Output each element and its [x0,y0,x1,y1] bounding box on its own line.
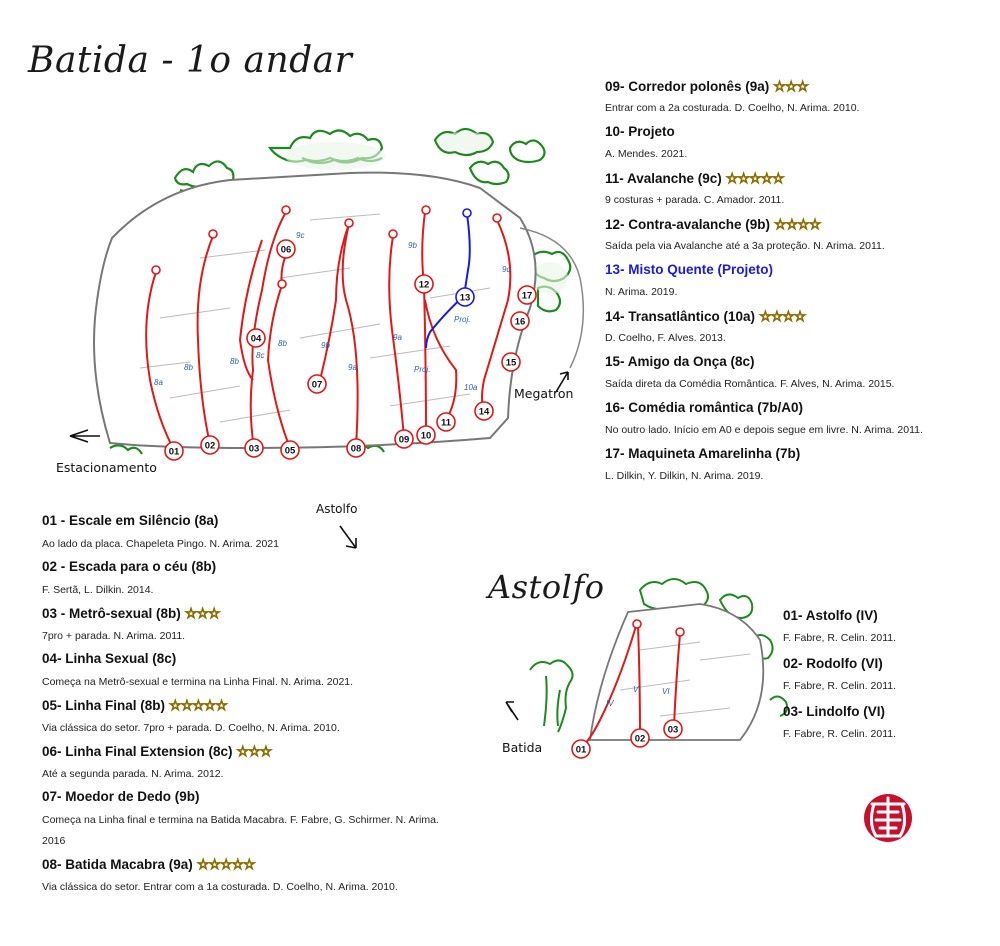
wall-grade-labels [154,231,510,392]
list-item[interactable] [42,789,439,814]
marker-16[interactable] [511,312,529,330]
svg-text:15: 15 [505,357,517,369]
list-item[interactable] [605,170,923,194]
marker-14[interactable] [475,402,493,420]
marker-06[interactable] [277,240,295,258]
route-title: 12- Contra-avalanche (9b) [605,217,771,232]
astolfo-marker-03[interactable] [664,720,682,738]
stamp-logo [864,794,912,842]
grade-label: 9b [321,341,330,350]
grade-label: 8a [154,378,163,387]
svg-text:12: 12 [418,279,430,291]
marker-11[interactable] [437,413,455,431]
grade-label: 8b [230,357,239,366]
grade-label: IV [606,699,614,708]
list-item[interactable] [605,446,923,470]
route-description: 7pro + parada. N. Arima. 2011. [42,630,186,642]
grade-label: 8b [184,363,193,372]
route-line-02 [198,236,213,444]
marker-02[interactable] [201,436,219,454]
marker-15[interactable] [502,353,520,371]
anchor-03 [282,206,290,214]
route-description: Entrar com a 2a costurada. D. Coelho, N. Arima. 2010. [605,102,860,114]
svg-text:01: 01 [168,446,180,458]
grade-label: Proj. [414,365,431,374]
route-description: Começa na Linha final e termina na Batida Macabra. F. Fabre, G. Schirmer. N. Arima. [42,814,439,826]
route-description: N. Arima. 2019. [605,286,678,298]
svg-text:01: 01 [575,744,587,756]
list-item[interactable] [42,605,439,630]
anchor-02 [209,230,217,238]
list-item[interactable] [605,262,923,286]
route-lines [146,212,510,450]
route-title: 01 - Escale em Silêncio (8a) [42,513,219,528]
route-title: 04- Linha Sexual (8c) [42,651,177,666]
list-item[interactable] [42,743,439,768]
list-item[interactable] [783,608,896,632]
marker-07[interactable] [308,375,326,393]
route-title: 03- Lindolfo (VI) [783,704,885,719]
list-item[interactable] [42,697,439,722]
route-description: F. Fabre, R. Celin. 2011. [783,728,897,740]
route-title: 02 - Escada para o céu (8b) [42,559,217,574]
star-rating-icon: ☆☆☆ [236,743,272,759]
route-title: 03 - Metrô-sexual (8b) [42,606,181,621]
page-title: Batida - 1o andar [28,40,353,81]
route-line-08 [343,224,358,446]
list-item[interactable] [783,656,896,680]
star-rating-icon: ☆☆☆☆ [759,308,806,324]
route-description: Saída direta da Comédia Romântica. F. Alves, N. Arima. 2015. [605,378,895,390]
marker-05[interactable] [281,441,299,459]
svg-text:04: 04 [250,333,262,345]
marker-17[interactable] [518,286,536,304]
route-description: Começa na Metrô-sexual e termina na Linha Final. N. Arima. 2021. [42,676,354,688]
star-rating-icon: ☆☆☆☆☆ [725,170,784,186]
grade-label: Proj. [454,315,471,324]
marker-08[interactable] [347,439,365,457]
grade-label: VI [662,687,670,696]
star-rating-icon: ☆☆☆☆☆ [169,697,227,713]
anchor-10 [422,206,430,214]
route-title: 01- Astolfo (IV) [783,608,878,623]
list-item[interactable] [783,704,896,728]
svg-text:03: 03 [248,443,260,455]
route-list-right [605,78,923,492]
route-title: 13- Misto Quente (Projeto) [605,262,774,277]
svg-text:13: 13 [459,292,471,304]
svg-text:05: 05 [284,445,296,457]
grade-label: 9b [408,241,417,250]
label-megatron: Megatron [514,386,574,401]
route-title: 02- Rodolfo (VI) [783,656,883,671]
route-description: L. Dilkin, Y. Dilkin, N. Arima. 2019. [605,470,764,482]
star-rating-icon: ☆☆☆☆☆ [196,856,255,872]
marker-04[interactable] [247,329,265,347]
route-title: 08- Batida Macabra (9a) [42,857,193,872]
route-description: Até a segunda parada. N. Arima. 2012. [42,768,224,780]
route-description: No outro lado. Início em A0 e depois segue em livre. N. Arima. 2011. [605,424,923,436]
list-item[interactable] [605,308,923,332]
list-item[interactable] [605,124,923,148]
astolfo-title: Astolfo [488,568,605,606]
list-item[interactable] [42,559,439,584]
svg-text:08: 08 [350,443,362,455]
route-line-10 [422,212,426,434]
grade-label: 10a [464,383,478,392]
route-title: 09- Corredor polonês (9a) [605,79,770,94]
svg-text:03: 03 [667,724,679,736]
route-description: F. Sertã, L. Dilkin. 2014. [42,584,154,596]
label-estacionamento: Estacionamento [56,460,157,475]
anchor-01 [152,266,160,274]
anchor-14 [493,214,501,222]
svg-text:16: 16 [514,316,526,328]
svg-text:17: 17 [521,290,533,302]
list-item[interactable] [605,216,923,240]
route-line-01 [146,272,174,450]
marker-10[interactable] [417,426,435,444]
route-title: 06- Linha Final Extension (8c) [42,744,233,759]
svg-text:02: 02 [634,733,646,745]
route-title: 17- Maquineta Amarelinha (7b) [605,446,801,461]
anchor-13 [463,209,471,217]
anchor-08 [345,219,353,227]
svg-text:10: 10 [420,430,432,442]
list-item[interactable] [605,354,923,378]
route-description: A. Mendes. 2021. [605,148,688,160]
marker-03[interactable] [245,439,263,457]
route-title: 16- Comédia romântica (7b/A0) [605,400,804,415]
route-line-14 [482,220,510,410]
route-description: D. Coelho, F. Alves. 2013. [605,332,726,344]
star-rating-icon: ☆☆☆☆ [774,216,821,232]
list-item[interactable] [42,856,439,881]
route-title: 05- Linha Final (8b) [42,698,166,713]
anchor-09 [389,230,397,238]
route-title: 07- Moedor de Dedo (9b) [42,789,200,804]
grade-label: VI [633,685,641,694]
marker-09[interactable] [395,430,413,448]
grade-label: 9a [393,333,402,342]
svg-text:07: 07 [311,379,323,391]
list-item[interactable] [605,400,923,424]
marker-13[interactable] [456,288,474,306]
route-description: Via clássica do setor. Entrar com a 1a costurada. D. Coelho, N. Arima. 2010. [42,881,398,893]
astolfo-marker-01[interactable] [572,740,590,758]
route-title: 10- Projeto [605,124,675,139]
astolfo-wall-diagram [530,579,787,758]
arrow-estacionamento-icon [70,430,100,442]
route-anchors [152,206,501,288]
route-description: Ao lado da placa. Chapeleta Pingo. N. Arima. 2021 [42,538,279,550]
star-rating-icon: ☆☆☆ [773,78,808,94]
route-description-continued: 2016 [42,835,66,847]
arrow-batida-icon [506,702,518,720]
route-description: F. Fabre, R. Celin. 2011. [783,680,897,692]
svg-text:14: 14 [478,406,490,418]
label-astolfo-direction: Astolfo [316,502,358,516]
route-list-left [42,513,439,902]
route-description: F. Fabre, R. Celin. 2011. [783,632,897,644]
svg-text:02: 02 [204,440,216,452]
star-rating-icon: ☆☆☆ [184,605,220,621]
list-item[interactable] [42,513,439,538]
grade-label: 9c [502,265,511,274]
grade-label: 9c [296,231,305,240]
grade-label: 8b [278,339,287,348]
label-batida: Batida [502,740,543,755]
route-title: 15- Amigo da Onça (8c) [605,354,755,369]
list-item[interactable] [605,78,923,102]
route-list-astolfo [783,608,896,752]
list-item[interactable] [42,651,439,676]
anchor-05 [278,280,286,288]
route-description: 9 costuras + parada. C. Amador. 2011. [605,194,785,206]
route-markers [165,240,536,460]
svg-text:06: 06 [280,244,292,256]
grade-label: 9a [348,363,357,372]
route-description: Via clássica do setor. 7pro + parada. D. Coelho, N. Arima. 2010. [42,722,340,734]
marker-12[interactable] [415,275,433,293]
grade-label: 8c [256,351,265,360]
marker-01[interactable] [165,442,183,460]
svg-text:11: 11 [440,417,452,429]
route-title: 11- Avalanche (9c) [605,171,722,186]
astolfo-marker-02[interactable] [631,729,649,747]
route-title: 14- Transatlântico (10a) [605,309,756,324]
route-description: Saída pela via Avalanche até a 3a proteção. N. Arima. 2011. [605,240,885,252]
route-line-05 [268,285,290,448]
svg-text:09: 09 [398,434,410,446]
